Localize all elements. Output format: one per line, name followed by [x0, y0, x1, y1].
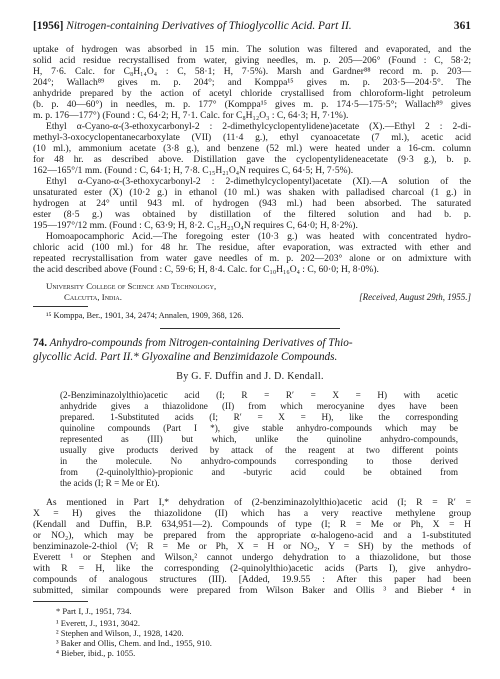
- body-line: Ethyl α-Cyano-α-(3-ethoxycarbonyl-2 : 2-dimethylcyclopentylidene)acetate (X).—Ethyl 2 : 2-di-: [46, 121, 471, 132]
- intro-line: (Kendall and Duffin, B.P. 634,951—2). Compounds of type (I; R = Me or Ph, X = H: [33, 519, 471, 530]
- article-title-line2: glycollic Acid. Part II.* Glyoxaline and Benzimidazole Compounds.: [33, 351, 338, 363]
- body-line: Homoapocamphoric Acid.—The foregoing ester (10·3 g.) was heated with concentrated hydro-: [46, 231, 471, 242]
- abstract-line: anhydride gives a thiazolidone (II) from which merocyanine dyes have been: [60, 401, 458, 411]
- body-line: unsaturated ester (X) (10·2 g.) in ethanol (10 ml.) was shaken with palladised charcoal (1 g.) in: [33, 187, 471, 198]
- footnote: ¹ Everett, J., 1931, 3042.: [56, 618, 140, 628]
- footnote-divider: [33, 306, 88, 307]
- header-year: [1956]: [33, 20, 64, 32]
- body-line: m. p. 176—177°) (Found : C, 64·2; H, 7·1. Calc. for C₈H₁₂O₃ : C, 64·3; H, 7·1%).: [33, 110, 349, 121]
- intro-line: benziminazole-2-thiol (V; R = Me or Ph, X = H or NO₂, Y = SH) by the methods of: [33, 541, 471, 552]
- intro-line: X = H) gives the thiazolidone (II) which has a very reactive methylene group: [33, 508, 471, 519]
- body-line: the acid described above (Found : C, 59·6; H, 8·4. Calc. for C₁₀H₁₆O₄ : C, 60·0; H, 8·0%).: [33, 264, 379, 275]
- abstract-line: usually give products derived by attack of the reagent at two different points: [60, 445, 458, 455]
- body-line: Ethyl α-Cyano-α-(3-ethoxycarbonyl-2 : 2-dimethylcyclopentyl)acetate (XI).—A solution of the: [46, 176, 471, 187]
- abstract-line: (2-Benziminazolylthio)acetic acid (I; R = R′ = X = H) with acetic: [60, 390, 458, 400]
- body-line: repeated recrystallisation from water gave needles of m. p. 202—203° alone or on admixture with: [33, 253, 471, 264]
- abstract-line: represented as (III) but which, unlike the quinoline anhydro-compounds,: [60, 434, 458, 444]
- article-number: 74.: [33, 337, 47, 349]
- abstract-line: from (2-quinolylthio)-propionic and -butyric acid could be obtained from: [60, 467, 458, 477]
- body-line: solid acid residue recrystallised from water, giving needles, m. p. 205—206° (Found : C, 58·2;: [33, 55, 471, 66]
- body-line: for 48 hr. as described above. Distillation gave the cyclopentylideneacetate (9·3 g.), b. p.: [33, 154, 471, 165]
- body-line: 162—165°/1 mm. (Found : C, 64·1; H, 7·8. C₁₅H₂₁O₄N requires C, 64·5; H, 7·5%).: [33, 165, 354, 176]
- section-divider: [160, 328, 340, 329]
- running-header: [33, 19, 471, 33]
- body-line: (b. p. 40—60°) in needles, m. p. 177° (Komppa¹⁵ gives m. p. 174·5—175·5°; Wallach⁸⁹ gives: [33, 99, 471, 110]
- body-line: ester (8·5 g.) was obtained by distillation of the filtered solution and had b. p.: [33, 209, 471, 220]
- body-line: hydrogen at 24° until 943 ml. of hydrogen (943 ml.) had been absorbed. The saturated: [33, 198, 471, 209]
- body-line: anhydride prepared by the action of acetyl chloride crystallised from chloroform-light petroleum: [33, 88, 471, 99]
- footnote: ¹⁵ Komppa, Ber., 1901, 34, 2474; Annalen, 1909, 368, 126.: [46, 311, 244, 320]
- intro-line: or NO₂), which may be prepared from the appropriate α-halogeno-acid and a 1-substituted: [33, 530, 471, 541]
- intro-line: Everett ¹ or Stephen and Wilson,² cannot undergo dehydration to a thiazolidone, but those: [33, 552, 471, 563]
- affiliation-line: Calcutta, India.: [64, 292, 122, 302]
- article-title-line1: Anhydro-compounds from Nitrogen-containing Derivatives of Thio-: [49, 337, 353, 349]
- body-line: uptake of hydrogen was absorbed in 15 min. The solution was filtered and evaporated, and the: [33, 44, 471, 55]
- body-line: 195—197°/12 mm. (Found : C, 63·9; H, 8·2. C₁₅H₂₃O₄N requires C, 64·0; H, 8·2%).: [33, 220, 358, 231]
- footnote: * Part I, J., 1951, 734.: [56, 606, 132, 616]
- body-line: chloric acid (100 ml.) for 48 hr. The residue, after evaporation, was extracted with ether and: [33, 242, 471, 253]
- intro-line: compounds of analogous structures (III). [Added, 19.9.55 : After this paper had been: [33, 574, 471, 585]
- intro-line: As mentioned in Part I,* dehydration of (2-benziminazolylthio)acetic acid (I; R = R′ =: [46, 497, 471, 508]
- body-line: (10 ml.), ammonium acetate (3·8 g.), and benzene (52 ml.) were heated under a 16-cm. column: [33, 143, 471, 154]
- article-title: [33, 337, 471, 350]
- received-date: [Received, August 29th, 1955.]: [359, 292, 471, 302]
- article-authors: By G. F. Duffin and J. D. Kendall.: [176, 371, 324, 382]
- footnote: ² Stephen and Wilson, J., 1928, 1420.: [56, 628, 184, 638]
- intro-line: with R = H, like the corresponding (2-quinolylthio)acetic acids (Parts I), give anhydro-: [33, 563, 471, 574]
- abstract-line: quinoline compounds (Part I *), give stable anhydro-compounds which may be: [60, 423, 458, 433]
- abstract-line: in the molecule. No anhydro-compounds corresponding to those derived: [60, 456, 458, 466]
- abstract-line: prepared. 1-Substituted acids (I; R′ = X = H), like the corresponding: [60, 412, 458, 422]
- header-page-number: 361: [453, 20, 471, 32]
- header-title: Nitrogen-containing Derivatives of Thioglycollic Acid. Part II.: [66, 20, 352, 32]
- body-line: H, 7·6. Calc. for C₈H₁₄O₄ : C, 58·1; H, 7·5%). Marsh and Gardner⁸⁸ record m. p. 203—: [33, 66, 471, 77]
- intro-line: submitted, similar compounds were prepared from Wilson Baker and Ollis ³ and Bieber ⁴ in: [33, 585, 471, 596]
- body-line: 204°; Wallach⁸⁹ gives m. p. 204°; and Komppa¹⁵ gives m. p. 203·5—204·5°. The: [33, 77, 471, 88]
- footnote: ⁴ Bieber, ibid., p. 1055.: [56, 648, 136, 658]
- footnote-divider: [33, 601, 88, 602]
- body-line: methyl-3-oxocyclopentanecarboxylate (VII) (11·4 g.), ethyl cyanoacetate (7 ml.), acetic acid: [33, 132, 471, 143]
- abstract-line: the acids (I; R = Me or Et).: [60, 478, 160, 488]
- affiliation-line: University College of Science and Technology,: [46, 281, 217, 291]
- footnote: ³ Baker and Ollis, Chem. and Ind., 1955, 910.: [56, 638, 212, 648]
